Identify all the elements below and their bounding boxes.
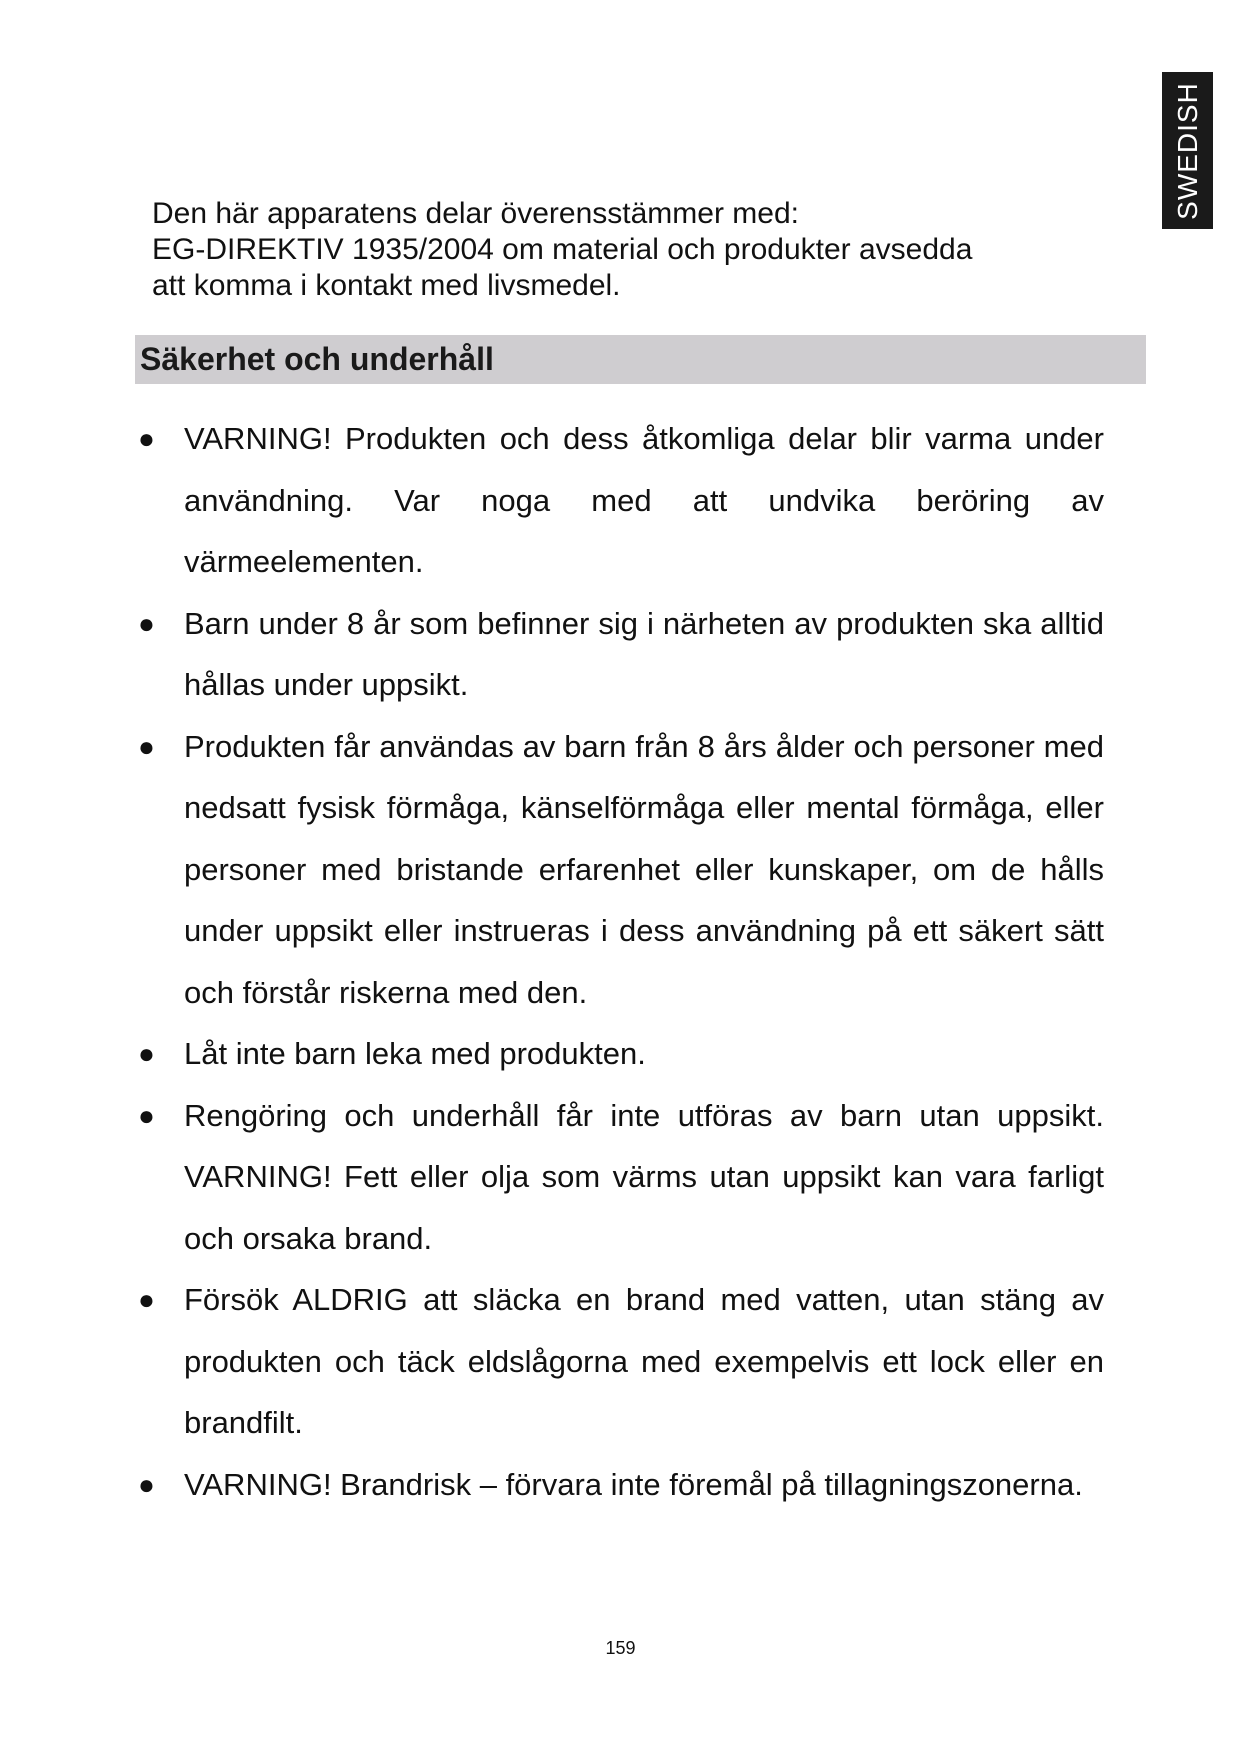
list-item: [130, 1454, 1104, 1516]
compliance-line: EG-DIREKTIV 1935/2004 om material och produkter avsedda: [152, 233, 973, 266]
bullet-icon: ●: [138, 607, 155, 639]
safety-list: [130, 408, 1130, 1515]
compliance-line: att komma i kontakt med livsmedel.: [152, 269, 621, 302]
list-item-text: Produkten får användas av barn från 8 års ålder och personer med nedsatt fysisk förmåga, känselförmåga eller mental förmåga, eller personer med bristande erfarenhet eller kunskaper, om de hålls under uppsikt eller instrueras i dess användning på ett säkert sätt och förstår riskerna med den.: [184, 728, 1104, 1010]
list-item: [130, 1085, 1104, 1270]
list-item: [130, 408, 1104, 593]
list-item-text: VARNING! Produkten och dess åtkomliga delar blir varma under användning. Var noga med att undvika beröring av värmeelementen.: [184, 421, 1104, 579]
compliance-statement: [152, 196, 1052, 304]
list-item: [130, 593, 1104, 716]
list-item: [130, 716, 1104, 1024]
list-item-text: VARNING! Brandrisk – förvara inte föremål på tillagningszonerna.: [184, 1466, 1083, 1502]
language-tab: [1162, 72, 1213, 229]
bullet-icon: ●: [138, 730, 155, 762]
section-title: Säkerhet och underhåll: [140, 341, 494, 377]
language-tab-label: SWEDISH: [1171, 81, 1203, 220]
bullet-icon: ●: [138, 1099, 155, 1131]
list-item: [130, 1269, 1104, 1454]
page-number: 159: [605, 1638, 636, 1658]
bullet-icon: ●: [138, 423, 155, 454]
bullet-icon: ●: [138, 1038, 155, 1069]
list-item: [130, 1023, 1104, 1085]
list-item-text: Rengöring och underhåll får inte utföras av barn utan uppsikt. VARNING! Fett eller olja som värms utan uppsikt kan vara farligt och orsaka brand.: [184, 1097, 1104, 1256]
compliance-line: Den här apparatens delar överensstämmer med:: [152, 197, 799, 230]
list-item-text: Låt inte barn leka med produkten.: [184, 1036, 646, 1071]
bullet-icon: ●: [138, 1284, 155, 1315]
list-item-text: Försök ALDRIG att släcka en brand med vatten, utan stäng av produkten och täck eldslågorna med exempelvis ett lock eller en brandfilt.: [184, 1282, 1104, 1440]
section-header: [135, 335, 1146, 384]
bullet-icon: ●: [138, 1468, 155, 1500]
list-item-text: Barn under 8 år som befinner sig i närheten av produkten ska alltid hållas under uppsikt.: [184, 605, 1104, 702]
